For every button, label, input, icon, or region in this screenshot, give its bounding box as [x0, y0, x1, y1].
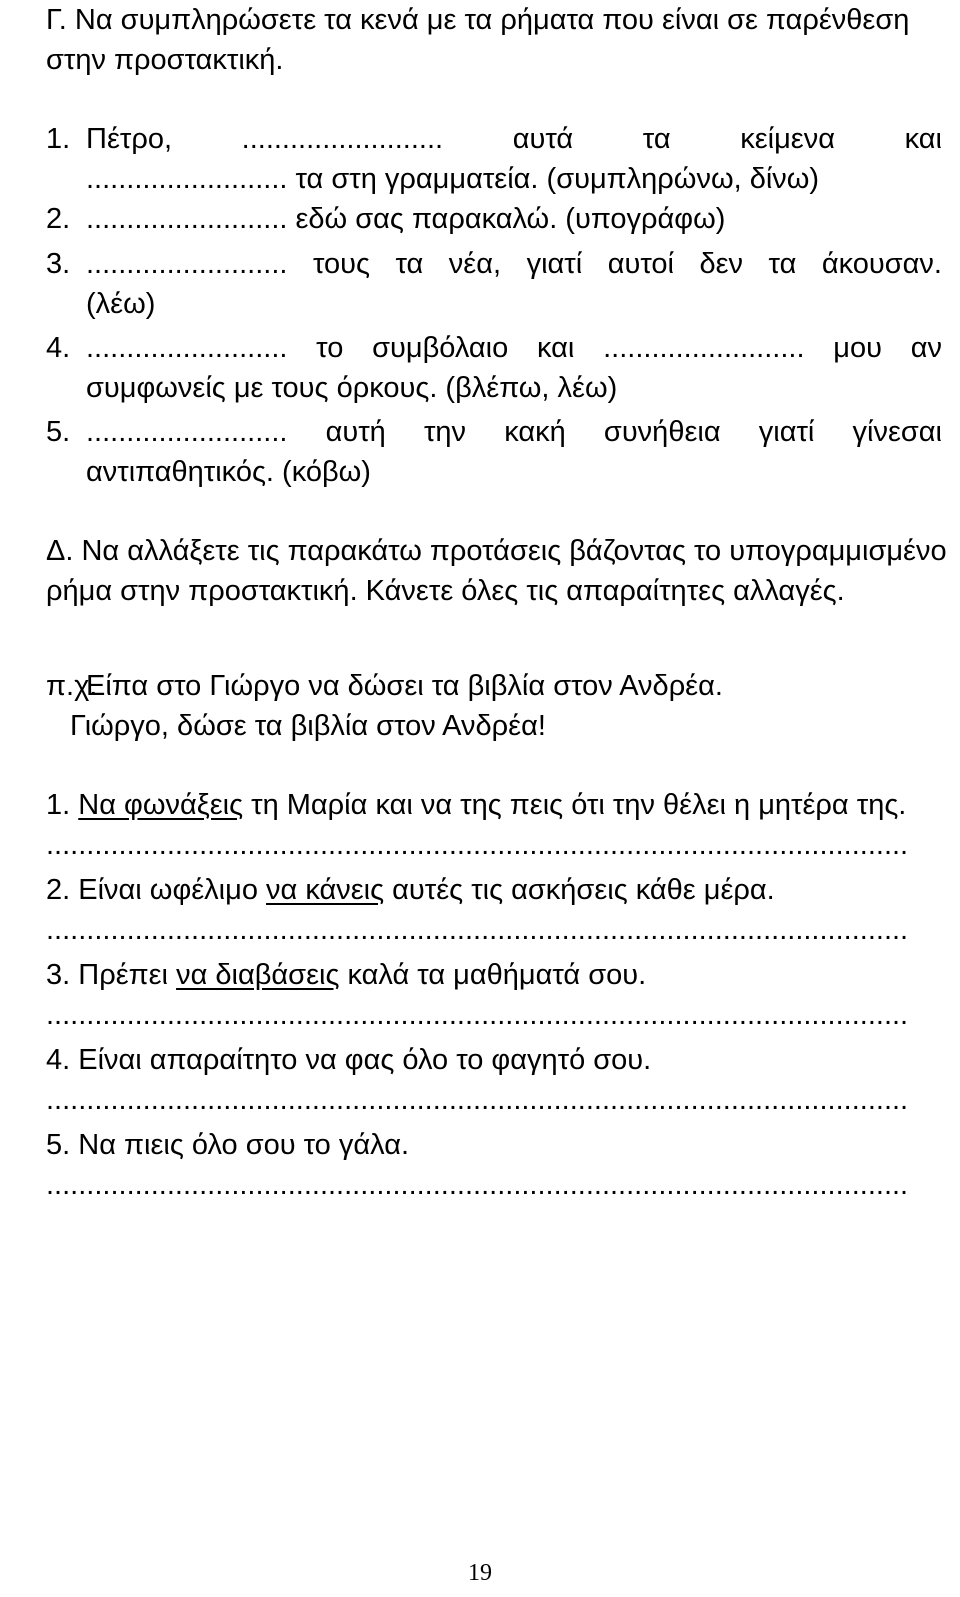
d-item-number: 5. [46, 1129, 71, 1161]
g-item-5 [46, 412, 942, 496]
d-item-number: 4. [46, 1044, 71, 1076]
d-item-3 [46, 955, 942, 1040]
g-item-2 [46, 199, 942, 244]
section-d-heading-line1: Δ. Να αλλάξετε τις παρακάτω προτάσεις βάζοντας το υπογραμμισμένο [46, 535, 947, 567]
d-item-underlined-verb: να κάνεις [266, 874, 385, 906]
d-item-text-before: Να πιεις όλο σου το γάλα. [78, 1129, 410, 1161]
d-item-1 [46, 785, 942, 870]
section-d-list [46, 785, 942, 1210]
page-number: 19 [468, 1560, 492, 1586]
g-item-number: 2. [46, 203, 71, 235]
d-item-number: 2. [46, 874, 71, 906]
d-item-5 [46, 1125, 942, 1210]
d-answer-line[interactable]: ........................................................................................................... [46, 999, 909, 1031]
d-item-number: 1. [46, 789, 71, 821]
g-item-1 [46, 119, 942, 199]
section-d-heading-line2: ρήμα στην προστακτική. Κάνετε όλες τις απαραίτητες αλλαγές. [46, 575, 845, 607]
g-item-number: 5. [46, 416, 71, 448]
example-sentence-row [46, 666, 942, 706]
example [46, 666, 942, 746]
d-item-text-after: τη Μαρία και να της πεις ότι την θέλει η μητέρα της. [243, 789, 907, 821]
d-item-underlined-verb: να διαβάσεις [176, 959, 340, 991]
g-item-text: Πέτρο, ......................... αυτά τα κείμενα και [86, 123, 942, 155]
g-item-text: αντιπαθητικός. (κόβω) [86, 456, 371, 488]
d-item-2 [46, 870, 942, 955]
section-g [46, 0, 942, 80]
d-item-text-before: Είναι απαραίτητο να φας όλο το φαγητό σου. [78, 1044, 652, 1076]
worksheet-page [46, 0, 947, 1597]
g-item-text: ......................... αυτή την κακή συνήθεια γιατί γίνεσαι [86, 416, 942, 448]
example-answer: Γιώργο, δώσε τα βιβλία στον Ανδρέα! [70, 710, 546, 742]
g-item-text: ......................... τα στη γραμματεία. (συμπληρώνω, δίνω) [86, 163, 820, 195]
g-item-number: 4. [46, 332, 71, 364]
d-item-number: 3. [46, 959, 71, 991]
g-item-number: 1. [46, 123, 71, 155]
d-item-underlined-verb: Να φωνάξεις [78, 789, 244, 821]
d-item-text-before: Πρέπει [78, 959, 177, 991]
example-sentence: Είπα στο Γιώργο να δώσει τα βιβλία στον Ανδρέα. [86, 670, 723, 702]
g-item-text: (λέω) [86, 288, 156, 320]
d-answer-line[interactable]: ........................................................................................................... [46, 829, 909, 861]
example-label: π.χ. [46, 670, 98, 702]
section-g-list [46, 119, 942, 496]
d-answer-line[interactable]: ........................................................................................................... [46, 914, 909, 946]
g-item-text: ......................... εδώ σας παρακαλώ. (υπογράφω) [86, 203, 726, 235]
g-item-4 [46, 328, 942, 412]
g-item-number: 3. [46, 248, 71, 280]
g-item-text: ......................... το συμβόλαιο και ......................... μου αν [86, 332, 942, 364]
section-d [46, 531, 947, 611]
section-g-heading-line1: Γ. Να συμπληρώσετε τα κενά με τα ρήματα που είναι σε παρένθεση [46, 4, 910, 36]
d-item-4 [46, 1040, 942, 1125]
d-answer-line[interactable]: ........................................................................................................... [46, 1169, 909, 1201]
section-g-heading-line2: στην προστακτική. [46, 44, 284, 76]
g-item-3 [46, 244, 942, 328]
d-item-text-before: Είναι ωφέλιμο [78, 874, 267, 906]
g-item-text: συμφωνείς με τους όρκους. (βλέπω, λέω) [86, 372, 618, 404]
d-item-text-after: αυτές τις ασκήσεις κάθε μέρα. [384, 874, 775, 906]
g-item-text: ......................... τους τα νέα, γιατί αυτοί δεν τα άκουσαν. [86, 248, 942, 280]
d-answer-line[interactable]: ........................................................................................................... [46, 1084, 909, 1116]
d-item-text-after: καλά τα μαθήματά σου. [339, 959, 647, 991]
